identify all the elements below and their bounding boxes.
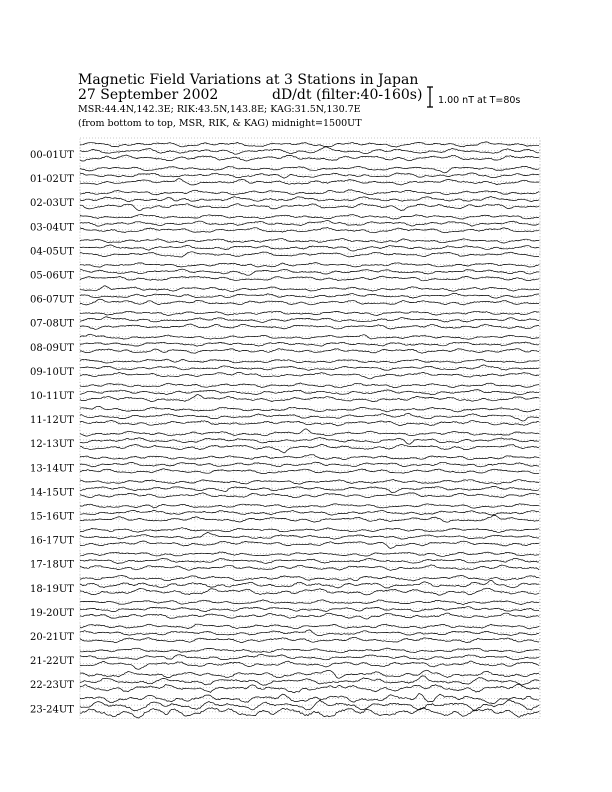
trace-kag (80, 528, 539, 533)
hour-label: 19-20UT (30, 607, 74, 619)
trace-rik (80, 700, 539, 711)
trace-msr (80, 613, 539, 619)
hour-label: 11-12UT (30, 415, 74, 427)
hour-label: 18-19UT (30, 583, 74, 595)
trace-kag (80, 504, 539, 508)
hour-row (30, 189, 540, 210)
trace-rik (80, 580, 539, 588)
hour-label: 03-04UT (30, 222, 74, 234)
trace-msr (80, 493, 539, 498)
station-order-note: (from bottom to top, MSR, RIK, & KAG) midnight=1500UT (78, 118, 362, 129)
hour-row (30, 478, 540, 498)
trace-msr (80, 372, 539, 379)
trace-kag (80, 239, 539, 243)
hour-label: 01-02UT (30, 174, 74, 186)
hour-label: 13-14UT (30, 463, 74, 475)
trace-msr (80, 565, 539, 571)
trace-rik (80, 413, 539, 421)
hour-row (30, 165, 540, 185)
hour-row (30, 213, 540, 233)
hour-label: 21-22UT (30, 656, 74, 668)
hour-label: 08-09UT (30, 342, 74, 354)
trace-rik (80, 390, 539, 395)
scale-label: 1.00 nT at T=80s (438, 95, 521, 106)
hour-label: 12-13UT (30, 439, 74, 451)
hour-label: 10-11UT (30, 391, 74, 402)
hour-row (30, 382, 540, 402)
hour-row (30, 334, 540, 354)
hour-label: 06-07UT (30, 294, 74, 306)
trace-msr (80, 684, 539, 692)
trace-kag (80, 215, 539, 220)
trace-rik (80, 245, 539, 251)
trace-kag (80, 383, 539, 388)
trace-rik (80, 607, 539, 612)
trace-kag (80, 429, 539, 436)
hour-row (30, 141, 540, 161)
trace-msr (80, 228, 539, 233)
trace-rik (80, 342, 539, 346)
hour-row (30, 310, 540, 330)
hour-label: 23-24UT (30, 704, 74, 716)
trace-msr (80, 515, 539, 522)
hour-label: 09-10UT (30, 366, 74, 378)
trace-msr (80, 324, 539, 329)
trace-kag (80, 311, 539, 315)
hour-label: 02-03UT (30, 198, 74, 210)
hour-row (30, 527, 540, 549)
trace-rik (80, 676, 539, 685)
hour-label: 07-08UT (30, 318, 74, 330)
hour-label: 15-16UT (30, 511, 74, 523)
component-filter-label: dD/dt (filter:40-160s) (272, 87, 423, 103)
trace-rik (80, 510, 539, 515)
plot-frame (80, 138, 540, 718)
trace-kag (80, 359, 539, 363)
trace-rik (80, 221, 539, 227)
trace-rik (80, 147, 539, 154)
trace-kag (80, 693, 539, 703)
trace-kag (80, 624, 539, 629)
hour-row (30, 237, 540, 257)
station-coordinates: MSR:44.4N,142.3E; RIK:43.5N,143.8E; KAG:31.5N,130.7E (78, 104, 361, 115)
trace-msr (80, 155, 539, 161)
trace-rik (80, 486, 539, 492)
hour-row (30, 406, 540, 426)
trace-msr (80, 444, 539, 453)
trace-rik (80, 558, 539, 563)
trace-msr (80, 469, 539, 474)
trace-msr (80, 661, 539, 669)
hour-row (30, 647, 540, 669)
trace-rik (80, 437, 539, 444)
trace-kag (80, 142, 539, 147)
hour-row (30, 503, 540, 523)
trace-msr (80, 420, 539, 426)
trace-msr (80, 276, 539, 281)
trace-rik (80, 532, 539, 539)
hour-row (30, 599, 540, 619)
hour-row (30, 575, 540, 595)
hour-row (30, 429, 540, 453)
chart-title: Magnetic Field Variations at 3 Stations in Japan (78, 72, 419, 88)
trace-rik (80, 462, 539, 467)
hour-label: 05-06UT (30, 270, 74, 282)
hour-row (30, 693, 540, 718)
trace-msr (80, 637, 539, 642)
trace-kag (80, 190, 539, 195)
trace-msr (80, 349, 539, 354)
trace-msr (80, 588, 539, 595)
trace-kag (80, 552, 539, 556)
trace-kag (80, 263, 539, 268)
hour-row (30, 551, 540, 571)
trace-rik (80, 293, 539, 298)
hour-row (30, 623, 540, 643)
trace-kag (80, 406, 539, 412)
trace-rik (80, 173, 539, 178)
trace-kag (80, 480, 539, 485)
trace-msr (80, 395, 539, 402)
trace-msr (80, 204, 539, 211)
hour-label: 16-17UT (30, 535, 74, 547)
hour-row (30, 670, 540, 693)
trace-rik (80, 269, 539, 275)
hour-row (30, 454, 540, 474)
trace-msr (80, 541, 539, 549)
date-label: 27 September 2002 (78, 87, 219, 103)
hour-row (30, 262, 540, 282)
hour-row (30, 358, 540, 379)
trace-kag (80, 455, 539, 460)
hour-label: 20-21UT (30, 632, 74, 643)
hour-label: 14-15UT (30, 487, 74, 499)
hour-label: 17-18UT (30, 559, 74, 571)
trace-kag (80, 166, 539, 173)
trace-kag (80, 600, 539, 605)
trace-kag (80, 576, 539, 582)
trace-msr (80, 252, 539, 257)
hour-label: 22-23UT (30, 680, 74, 692)
hour-label: 00-01UT (30, 150, 74, 161)
hour-label: 04-05UT (30, 246, 74, 258)
hour-row (30, 286, 540, 306)
trace-kag (80, 648, 539, 653)
